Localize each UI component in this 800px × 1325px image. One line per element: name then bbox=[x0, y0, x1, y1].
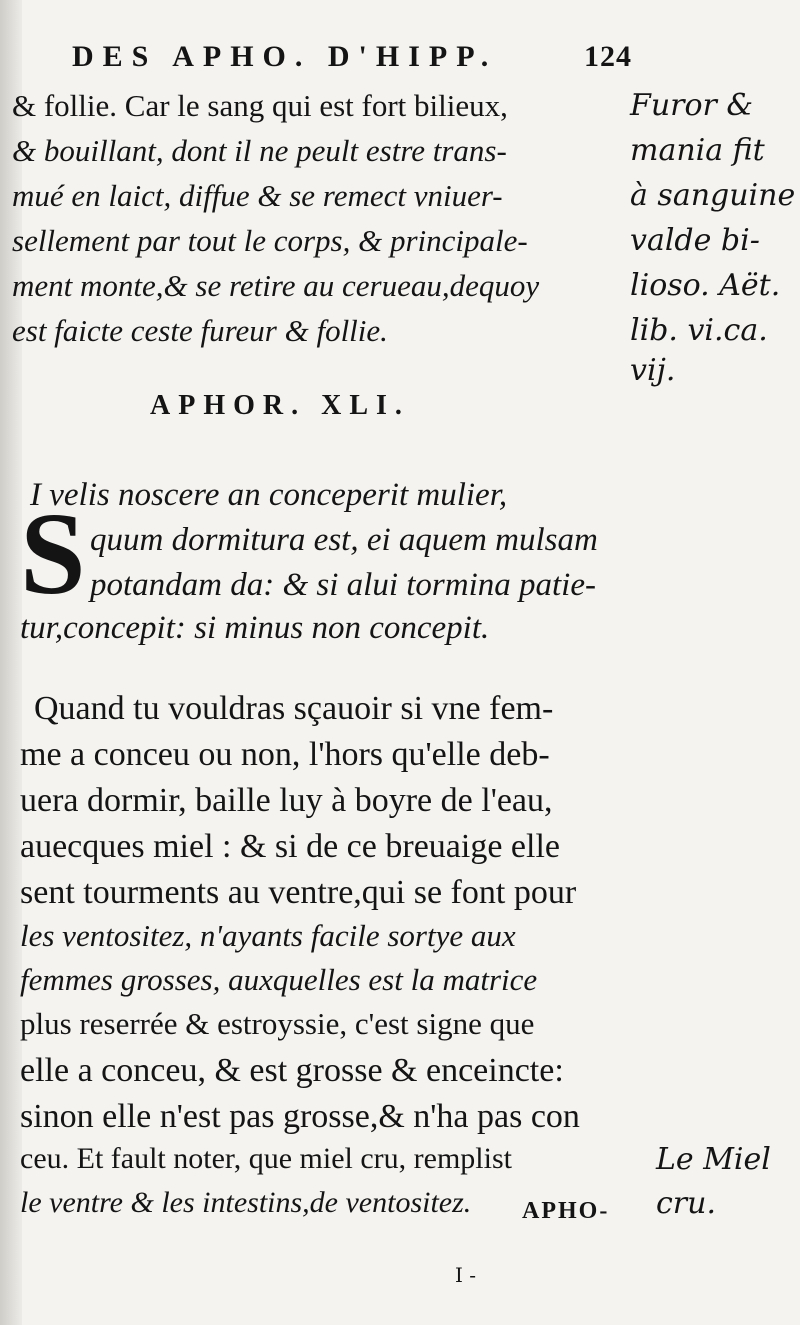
margin-note-line: valde bi- bbox=[630, 223, 760, 258]
margin-note-line: Le Miel bbox=[656, 1142, 771, 1177]
french-line: sent tourments au ventre,qui se font pour bbox=[20, 874, 577, 911]
french-line: sinon elle n'est pas grosse,& n'ha pas con bbox=[20, 1098, 580, 1135]
latin-line: potandam da: & si alui tormina patie- bbox=[90, 567, 596, 603]
text-line: & follie. Car le sang qui est fort bilieux, bbox=[12, 88, 508, 123]
signature-mark: I - bbox=[455, 1263, 477, 1287]
text-line: mué en laict, diffue & se remect vniuer- bbox=[12, 178, 503, 213]
text-line: sellement par tout le corps, & principale- bbox=[12, 223, 528, 258]
french-line: uera dormir, baille luy à boyre de l'eau, bbox=[20, 782, 553, 819]
page-number: 124 bbox=[584, 40, 632, 73]
margin-note-line: lib. vi.ca. bbox=[630, 313, 768, 348]
latin-line: quum dormitura est, ei aquem mulsam bbox=[90, 522, 598, 558]
french-line: femmes grosses, auxquelles est la matrice bbox=[20, 962, 538, 997]
text-line: ment monte,& se retire au cerueau,dequoy bbox=[12, 268, 540, 303]
french-line: elle a conceu, & est grosse & enceincte: bbox=[20, 1052, 564, 1089]
french-line: plus reserrée & estroyssie, c'est signe que bbox=[20, 1006, 535, 1041]
margin-note-line: mania fit bbox=[630, 133, 765, 168]
margin-note-line: lioso. Aët. bbox=[630, 268, 781, 303]
french-line: le ventre & les intestins,de ventositez. bbox=[20, 1186, 472, 1219]
text-line: est faicte ceste fureur & follie. bbox=[12, 313, 388, 348]
running-title: DES APHO. D'HIPP. bbox=[72, 40, 498, 73]
margin-note-line: Furor & bbox=[630, 88, 754, 123]
french-line: ceu. Et fault noter, que miel cru, remplist bbox=[20, 1142, 512, 1175]
catchword: APHO- bbox=[522, 1198, 610, 1224]
french-line: les ventositez, n'ayants facile sortye aux bbox=[20, 918, 516, 953]
french-line: auecques miel : & si de ce breuaige elle bbox=[20, 828, 560, 865]
drop-cap: S bbox=[20, 488, 86, 619]
aphorism-title: APHOR. XLI. bbox=[150, 390, 410, 421]
margin-note-line: à sanguine bbox=[630, 178, 796, 213]
latin-line: tur,concepit: si minus non concepit. bbox=[20, 610, 490, 646]
text-line: & bouillant, dont il ne peult estre trans- bbox=[12, 133, 507, 168]
french-line: Quand tu vouldras sçauoir si vne fem- bbox=[34, 690, 554, 727]
french-line: me a conceu ou non, l'hors qu'elle deb- bbox=[20, 736, 550, 773]
margin-note-line: cru. bbox=[656, 1186, 716, 1221]
running-header bbox=[72, 40, 632, 74]
margin-note-line: vij. bbox=[630, 353, 676, 388]
latin-line: I velis noscere an conceperit mulier, bbox=[30, 477, 508, 513]
